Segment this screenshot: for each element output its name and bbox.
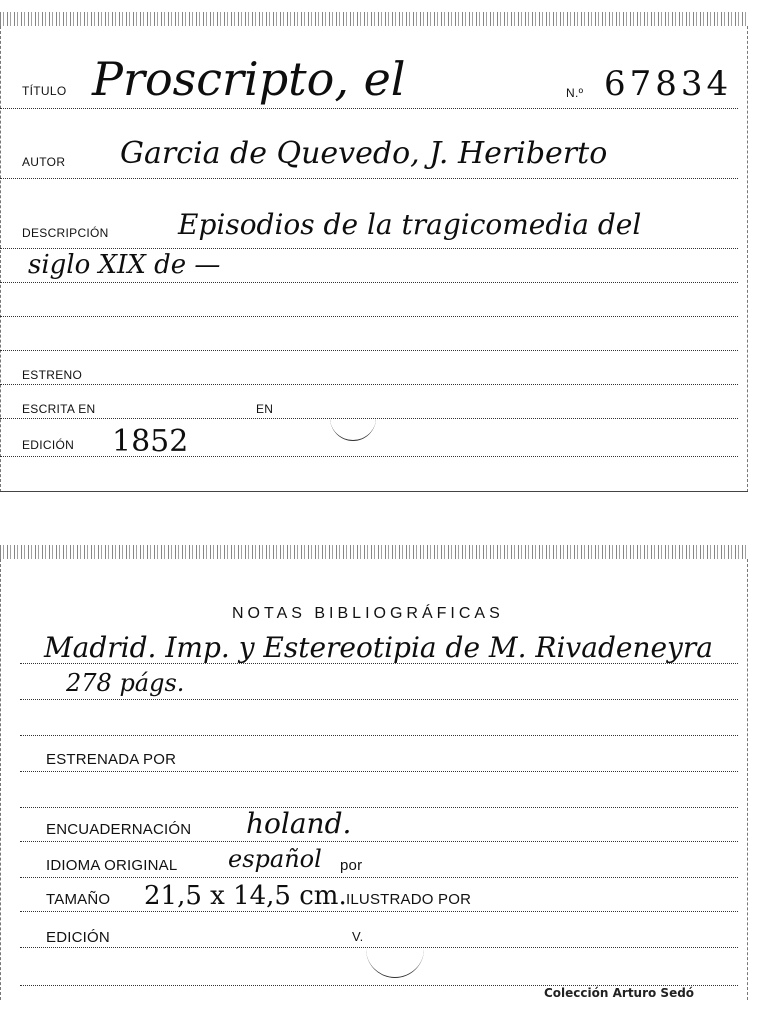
edicion-rule xyxy=(0,456,738,457)
encuadernacion-label: ENCUADERNACIÓN xyxy=(46,821,192,838)
descripcion-line1: Episodios de la tragicomedia del xyxy=(178,208,642,241)
escrita-en-label: ESCRITA EN xyxy=(22,402,96,416)
edicion-value: 1852 xyxy=(112,424,189,459)
autor-label: AUTOR xyxy=(22,155,66,169)
descripcion-rule-2 xyxy=(0,282,738,283)
card-top-edge xyxy=(0,12,748,26)
titulo-value: Proscripto, el xyxy=(92,52,406,106)
card-bottom-edge xyxy=(0,491,748,492)
ilustrado-label: ILUSTRADO POR xyxy=(346,891,472,908)
notas-line1: Madrid. Imp. y Estereotipia de M. Rivadeneyra xyxy=(44,631,713,664)
autor-value: Garcia de Quevedo, J. Heriberto xyxy=(120,136,608,171)
idioma-value: español xyxy=(228,845,322,873)
tamano-value: 21,5 x 14,5 cm. xyxy=(144,881,347,911)
encuadernacion-rule xyxy=(20,841,738,842)
card-left-edge xyxy=(0,26,1,492)
edicion-rule-back xyxy=(20,947,738,948)
idioma-rule xyxy=(20,877,738,878)
descripcion-line2: siglo XIX de — xyxy=(28,250,221,280)
autor-rule xyxy=(0,178,738,179)
card-notch xyxy=(330,418,376,441)
card-notch xyxy=(366,949,424,978)
estrenada-label: ESTRENADA POR xyxy=(46,751,177,768)
front-card xyxy=(0,12,748,492)
v-mark: V. xyxy=(352,929,364,944)
descripcion-rule-1 xyxy=(0,248,738,249)
tamano-rule xyxy=(20,911,738,912)
back-card xyxy=(0,545,748,1000)
edicion-label: EDICIÓN xyxy=(22,438,75,452)
notas-rule-1 xyxy=(20,663,738,664)
descripcion-label: DESCRIPCIÓN xyxy=(22,226,109,240)
en-label: EN xyxy=(256,402,274,416)
card-right-edge xyxy=(747,26,748,492)
titulo-label: TÍTULO xyxy=(22,84,67,98)
card-left-edge xyxy=(0,559,1,1000)
titulo-rule xyxy=(0,108,738,109)
tamano-label: TAMAÑO xyxy=(46,891,111,908)
numero-label: N.º xyxy=(566,86,584,100)
edicion-label-back: EDICIÓN xyxy=(46,929,110,946)
idioma-label: IDIOMA ORIGINAL xyxy=(46,857,178,874)
notas-rule-2 xyxy=(20,699,738,700)
descripcion-rule-3 xyxy=(0,316,738,317)
notas-line2: 278 págs. xyxy=(66,669,185,697)
estreno-rule xyxy=(0,384,738,385)
descripcion-rule-4 xyxy=(0,350,738,351)
por-label: por xyxy=(340,857,363,874)
estrenada-rule xyxy=(20,771,738,772)
encuadernacion-value: holand. xyxy=(246,807,352,840)
notas-rule-3 xyxy=(20,735,738,736)
estreno-label: ESTRENO xyxy=(22,368,83,382)
card-top-edge xyxy=(0,545,748,559)
numero-value: 67834 xyxy=(604,64,733,104)
collection-credit: Colección Arturo Sedó xyxy=(544,986,695,1000)
notas-heading: NOTAS BIBLIOGRÁFICAS xyxy=(232,605,504,622)
card-right-edge xyxy=(747,559,748,1000)
blank-rule xyxy=(20,807,738,808)
